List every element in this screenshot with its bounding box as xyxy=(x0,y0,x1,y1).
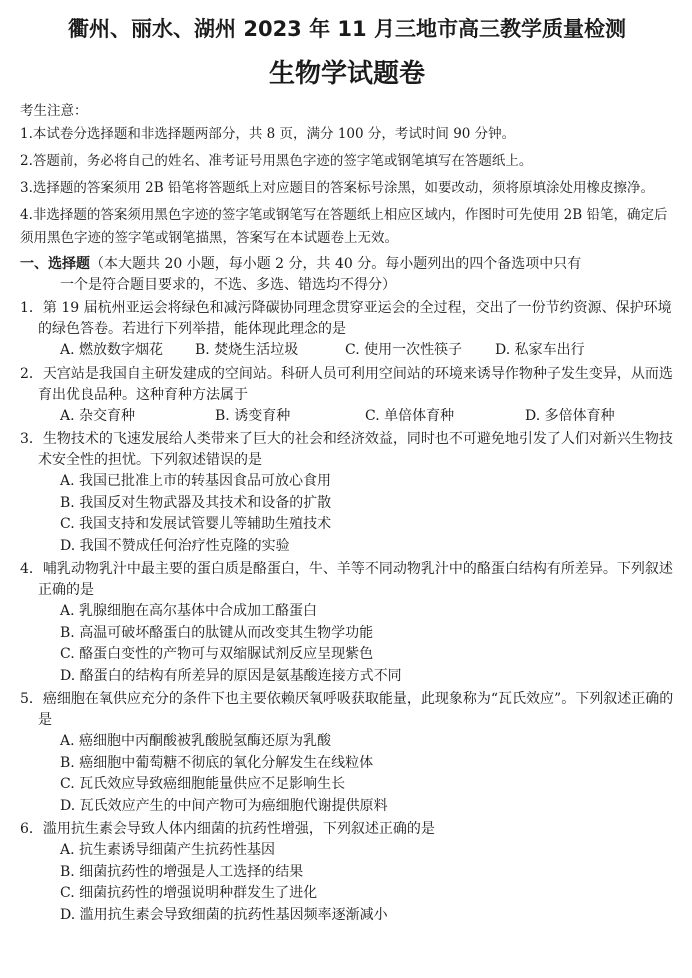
notice-list xyxy=(20,123,674,250)
question-1 xyxy=(20,298,674,362)
option-b: B. 诱变育种 xyxy=(215,407,291,424)
option-d: D. 多倍体育种 xyxy=(525,407,615,424)
section-label: 一、选择题 xyxy=(20,256,90,272)
question-stem: 5．癌细胞在氧供应充分的条件下也主要依赖厌氧呼吸获取能量，此现象称为“瓦氏效应”。下列叙述正确的是 xyxy=(20,691,674,728)
option-b: B. 高温可破坏酪蛋白的肽键从而改变其生物学功能 xyxy=(60,624,374,641)
option-b: B. 癌细胞中葡萄糖不彻底的氧化分解发生在线粒体 xyxy=(60,754,374,771)
notice-heading: 考生注意： xyxy=(20,103,88,119)
option-c: C. 细菌抗药性的增强说明种群发生了进化 xyxy=(60,885,318,901)
option-a: A. 燃放数字烟花 xyxy=(60,342,164,358)
question-stem: 6．滥用抗生素会导致人体内细菌的抗药性增强，下列叙述正确的是 xyxy=(20,821,435,837)
option-c: C. 酪蛋白变性的产物可与双缩脲试剂反应呈现紫色 xyxy=(60,646,374,662)
options-row xyxy=(20,406,674,428)
exam-subtitle: 生物学试题卷 xyxy=(268,59,425,89)
question-stem: 3．生物技术的飞速发展给人类带来了巨大的社会和经济效益，同时也不可避免地引发了人们对新兴生物技术安全性的担忧。下列叙述错误的是 xyxy=(20,431,673,468)
notice-item-1: 1.本试卷分选择题和非选择题两部分，共 8 页，满分 100 分，考试时间 90 分钟。 xyxy=(20,126,516,142)
option-c: C. 使用一次性筷子 xyxy=(345,342,463,358)
notice-item-2: 2.答题前，务必将自己的姓名、准考证号用黑色字迹的签字笔或钢笔填写在答题纸上。 xyxy=(20,153,533,169)
options-row xyxy=(20,340,674,362)
option-b: B. 焚烧生活垃圾 xyxy=(195,342,299,358)
question-5 xyxy=(20,689,674,817)
option-a: A. 乳腺细胞在高尔基体中合成加工酪蛋白 xyxy=(60,603,318,619)
question-6 xyxy=(20,819,674,926)
option-b: B. 细菌抗药性的增强是人工选择的结果 xyxy=(60,863,304,880)
option-d: D. 瓦氏效应产生的中间产物可为癌细胞代谢提供原料 xyxy=(60,797,388,814)
question-stem: 1．第 19 届杭州亚运会将绿色和减污降碳协同理念贯穿亚运会的全过程，交出了一份节约资源、保护环境的绿色答卷。若进行下列举措，能体现此理念的是 xyxy=(20,300,672,337)
question-2 xyxy=(20,364,674,428)
option-c: C. 我国支持和发展试管婴儿等辅助生殖技术 xyxy=(60,516,332,532)
question-stem: 2．天宫站是我国自主研发建成的空间站。科研人员可利用空间站的环境来诱导作物种子发生变异，从而选育出优良品种。这种育种方法属于 xyxy=(20,365,673,403)
exam-title: 衢州、丽水、湖州 2023 年 11 月三地市高三教学质量检测 xyxy=(68,17,626,41)
question-3 xyxy=(20,429,674,557)
option-d: D. 酪蛋白的结构有所差异的原因是氨基酸连接方式不同 xyxy=(60,667,402,684)
option-d: D. 私家车出行 xyxy=(495,342,585,358)
option-d: D. 我国不赞成任何治疗性克隆的实验 xyxy=(60,537,290,554)
option-a: A. 抗生素诱导细菌产生抗药性基因 xyxy=(60,842,276,858)
section-desc-line1: （本大题共 20 小题，每小题 2 分，共 40 分。每小题列出的四个备选项中只有 xyxy=(90,256,582,272)
option-a: A. 癌细胞中丙酮酸被乳酸脱氢酶还原为乳酸 xyxy=(60,733,332,749)
question-stem: 4．哺乳动物乳汁中最主要的蛋白质是酪蛋白，牛、羊等不同动物乳汁中的酪蛋白结构有所差异。下列叙述正确的是 xyxy=(20,561,673,598)
option-c: C. 瓦氏效应导致癌细胞能量供应不足影响生长 xyxy=(60,776,346,792)
option-c: C. 单倍体育种 xyxy=(365,407,455,424)
option-a: A. 我国已批准上市的转基因食品可放心食用 xyxy=(60,473,332,489)
option-d: D. 滥用抗生素会导致细菌的抗药性基因频率逐渐减小 xyxy=(60,906,388,923)
option-b: B. 我国反对生物武器及其技术和设备的扩散 xyxy=(60,494,332,511)
notice-item-4: 4.非选择题的答案须用黑色字迹的签字笔或钢笔写在答题纸上相应区域内，作图时可先使用 2B 铅笔，确定后须用黑色字迹的签字笔或钢笔描黑，答案写在本试题卷上无效。 xyxy=(20,207,668,246)
section-heading xyxy=(20,254,674,296)
option-a: A. 杂交育种 xyxy=(60,407,136,424)
notice-item-3: 3.选择题的答案须用 2B 铅笔将答题纸上对应题目的答案标号涂黑，如要改动，须将原填涂处用橡皮擦净。 xyxy=(20,180,654,196)
question-4 xyxy=(20,559,674,687)
section-desc-line2: 一个是符合题目要求的，不选、多选、错选均不得分） xyxy=(60,277,396,293)
